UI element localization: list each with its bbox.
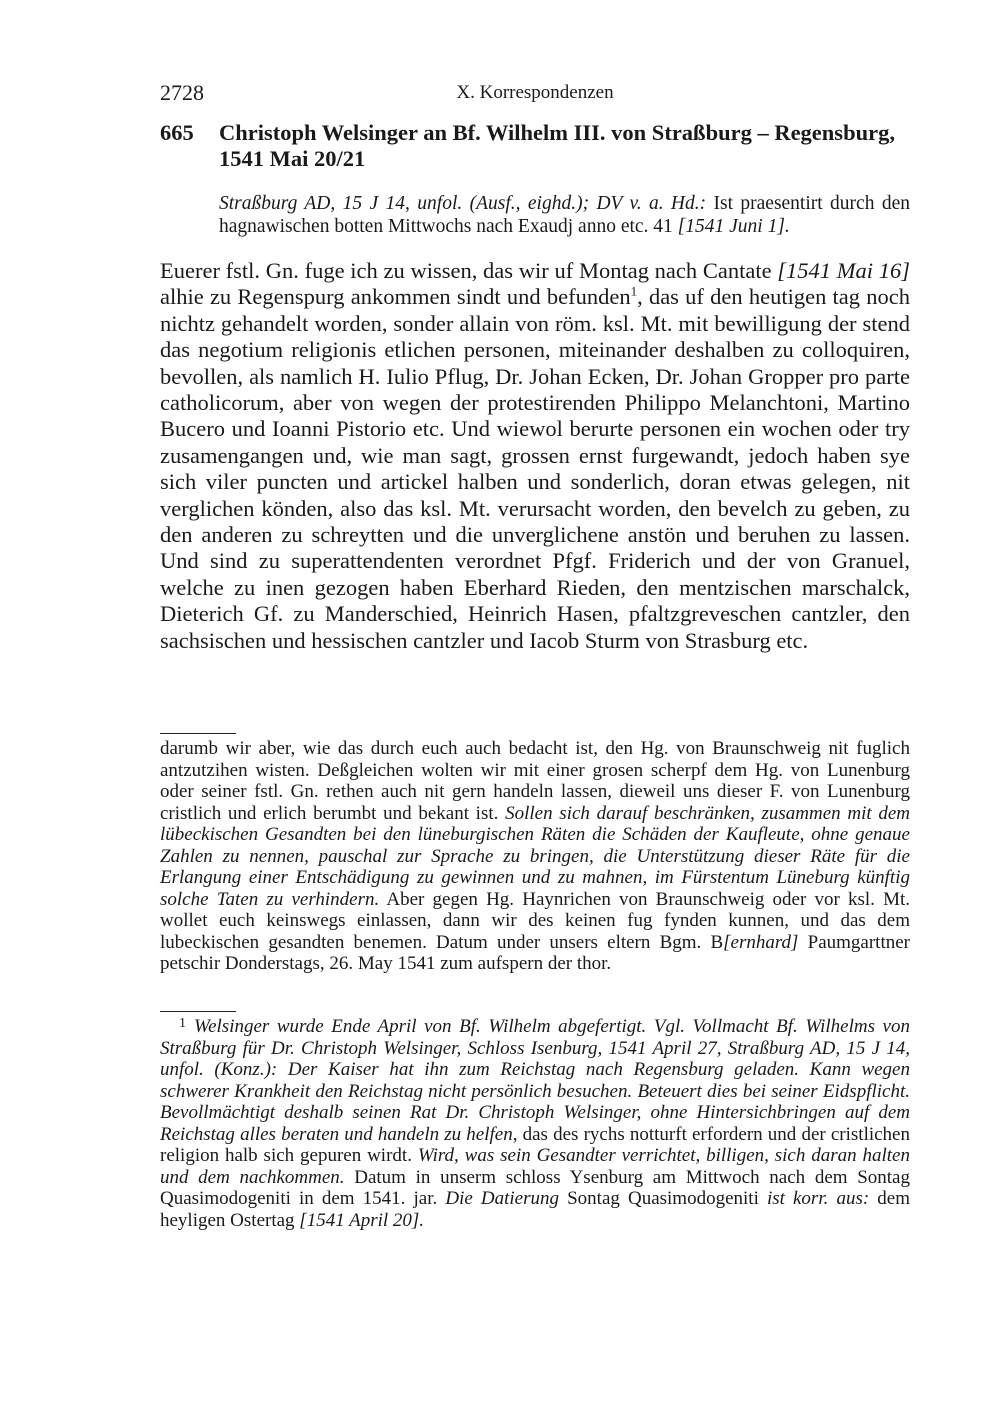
footnote-part-9: [1541 April 20]. <box>299 1209 425 1231</box>
footnote-part-8: dem heyligen Ostertag <box>160 1188 910 1231</box>
footnote-part-1: Welsinger wurde Ende April von Bf. Wilhelm abgefertigt. Vgl. Vollmacht Bf. Wilhelms von Straßburg für Dr. Christoph Welsinger, Schloss Isenburg, 1541 April 27, Straßburg AD, 15 J 14, unfol. (Konz.): Der Kaiser hat ihn zum Reichstag nach Regensburg geladen. Kann wegen schwerer Krankheit den Reichstag nicht persönlich besuchen. Beteuert dies bei seiner Eidspflicht. Bevollmächtigt deshalb seinen Rat Dr. Christoph Welsinger, ohne Hintersichbringen auf dem Reichstag alles beraten und handeln zu helfen <box>160 1016 910 1145</box>
page-number: 2728 <box>160 80 204 105</box>
footnote-divider <box>160 1011 236 1012</box>
body-text-3: , das uf den heutigen tag noch nichtz gehandelt worden, sonder allain von röm. ksl. Mt. mit bewilligung der stend das negotium religionis etlichen personen, miteinander deshalben zu colloquiren, bevollen, als namlich H. Iulio Pflug, Dr. Johan Ecken, Dr. Johan Gropper pro parte catholicorum, aber von wegen der protestirenden Philippo Melanchtoni, Martino Bucero und Ioanni Pistorio etc. Und wiewol berurte personen ein wochen oder try zusamengangen und, wie man sagt, grossen ernst furgewandt, jedoch haben sye sich viler puncten und artickel halben und sonderlich, doran etwas gelegen, nit verglichen könden, also das ksl. Mt. verursacht worden, den bevelch zu geben, zu den anderen zu schreytten und die unverglichene anstön und beruhen zu lassen. Und sind zu superattendenten verordnet Pfgf. Friderich und der von Granuel, welche zu inen gezogen haben Eberhard Rieden, den mentzischen marschalck, Dieterich Gf. zu Manderschied, Heinrich Hasen, pfaltzgreveschen cantzler, den sachsischen und hessischen cantzler und Iacob Sturm von Strasburg etc. <box>160 284 910 653</box>
footnote-part-3: Wird, was sein Gesandter verrichtet, billigen, sich daran halten und dem nachkommen. <box>160 1145 910 1188</box>
footnote-part-6: Sontag Quasimodogeniti <box>559 1188 767 1209</box>
endorsement-text: Ist praesentirt durch den hagnawischen botten Mittwochs nach Exaudj anno etc. 41 <box>219 193 910 237</box>
source-note <box>219 192 910 238</box>
archive-reference: Straßburg AD, 15 J 14, unfol. (Ausf., eighd.); DV v. a. Hd.: <box>219 193 707 214</box>
body-date: [1541 Mai 16] <box>777 258 910 283</box>
endorsement-date: [1541 Juni 1]. <box>677 216 790 237</box>
apparatus-part-1: darumb wir aber, wie das durch euch auch bedacht ist, den Hg. von Braunschweig nit fuglich antzutzihen wisten. Deßgleichen wolten wir mit einer grosen scherpf dem Hg. von Lunenburg oder seiner fstl. Gn. rethen auch nit gern handeln lassen, dieweil uns dieser F. von Lunenburg cristlich und erlich berumbt und bekant ist. <box>160 738 910 824</box>
apparatus-part-5: Paumgarttner petschir Donderstags, 26. May 1541 zum aufspern der thor. <box>160 931 910 974</box>
footnote-part-2: , das des rychs notturft erfordern und der cristlichen religion halb sich gepuren wirdt. <box>160 1123 910 1166</box>
apparatus-expansion: [ernhard] <box>723 931 799 953</box>
body-text-2: alhie zu Regenspurg ankommen sindt und befunden <box>160 284 631 310</box>
apparatus-divider <box>160 733 236 734</box>
apparatus-part-3: Aber gegen Hg. Haynrichen von Braunschweig oder vor ksl. Mt. wollet euch keinswegs einlassen, dann wir des keinen fug fynden kunnen, und das dem lubeckischen gesandten benemen. Datum under unsers eltern Bgm. B <box>160 888 910 953</box>
letter-body <box>160 258 910 654</box>
running-head: X. Korrespondenzen <box>456 82 614 103</box>
footnote-part-4: Datum in unserm schloss Ysenburg am Mittwoch nach dem Sontag Quasimodogeniti in dem 1541. jar. <box>160 1166 910 1209</box>
page-header <box>160 80 910 108</box>
footnote-part-7: ist korr. aus: <box>766 1188 870 1209</box>
footnote-reference: 1 <box>630 283 638 299</box>
footnote-part-5: Die Datierung <box>445 1188 559 1209</box>
document-title: Christoph Welsinger an Bf. Wilhelm III. von Straßburg – Regensburg, 1541 Mai 20/21 <box>219 120 895 171</box>
footnote-1: 1 Welsinger wurde Ende April von Bf. Wilhelm abgefertigt. Vgl. Vollmacht Bf. Wilhelms von Straßburg für Dr. Christoph Welsinger, Schloss Isenburg, 1541 April 27, Straßburg AD, 15 J 14, unfol. (Konz.): Der Kaiser hat ihn zum Reichstag nach Regensburg geladen. Kann wegen schwerer Krankheit den Reichstag nicht persönlich besuchen. Beteuert dies bei seiner Eidspflicht. Bevollmächtigt deshalb seinen Rat Dr. Christoph Welsinger, ohne Hintersichbringen auf dem Reichstag alles beraten und handeln zu helfen, das des rychs notturft erfordern und der cristlichen religion halb sich gepuren wirdt. Wird, was sein Gesandter verrichtet, billigen, sich daran halten und dem nachkommen. Datum in unserm schloss Ysenburg am Mittwoch nach dem Sontag Quasimodogeniti in dem 1541. jar. Die Datierung Sontag Quasimodogeniti ist korr. aus: dem heyligen Ostertag [1541 April 20]. <box>160 1016 910 1231</box>
apparatus-summary: Sollen sich darauf beschränken, zusammen mit dem lübeckischen Gesandten bei den lüneburgischen Räten die Schäden der Kaufleute, ohne genaue Zahlen zu nennen, pauschal zur Sprache zu bringen, die Unterstützung dieser Räte für die Erlangung einer Entschädigung zu gewinnen und zu mahnen, im Fürstentum Lüneburg künftig solche Taten zu verhindern. <box>160 802 910 910</box>
document-number: 665 <box>160 120 194 145</box>
body-text-1: Euerer fstl. Gn. fuge ich zu wissen, das wir uf Montag nach Cantate <box>160 258 778 283</box>
apparatus-text <box>160 738 910 975</box>
